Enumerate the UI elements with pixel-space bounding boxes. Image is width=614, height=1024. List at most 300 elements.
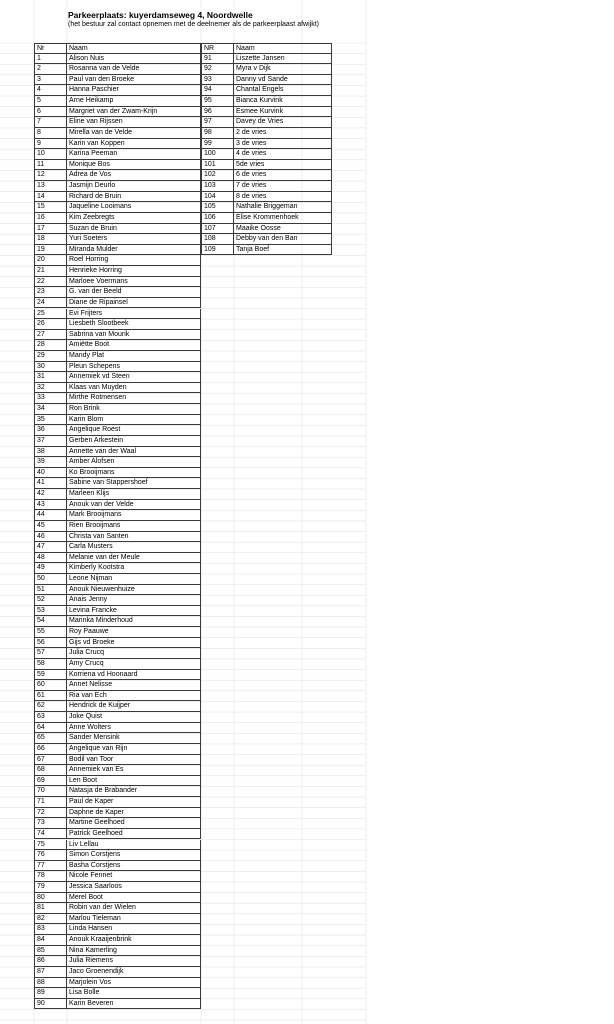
cell-number: 49 [34,563,67,574]
table-row [34,510,201,521]
table-row [34,415,201,426]
cell-number: 48 [34,553,67,564]
table-row [34,532,201,543]
cell-number: 94 [201,85,234,96]
cell-name: 7 de vries [234,181,332,192]
cell-name: Joke Quist [67,712,201,723]
cell-number: 100 [201,149,234,160]
table-row [34,447,201,458]
cell-number: 93 [201,75,234,86]
cell-name: Tanja Boef [234,245,332,256]
cell-number: 4 [34,85,67,96]
cell-name: Roel Horring [67,255,201,266]
participants-table-right [201,43,332,256]
table-row [201,202,332,213]
table-row [34,393,201,404]
table-row [34,202,201,213]
cell-number: 92 [201,64,234,75]
cell-name: Marloee Voermans [67,277,201,288]
cell-name: Sabrina van Mourik [67,330,201,341]
table-row [201,149,332,160]
table-row [34,765,201,776]
table-row [34,170,201,181]
cell-name: Maaike Oosse [234,224,332,235]
cell-number: 67 [34,755,67,766]
table-row [34,563,201,574]
cell-name: Amiëtte Boot [67,340,201,351]
cell-name: Robin van der Wielen [67,903,201,914]
cell-number: 42 [34,489,67,500]
table-row [34,638,201,649]
header-cell-number: NR [201,43,234,54]
cell-name: Mark Brooijmans [67,510,201,521]
cell-name: Len Boot [67,776,201,787]
cell-number: 33 [34,393,67,404]
header-cell-name: Naam [234,43,332,54]
table-row [34,160,201,171]
cell-number: 80 [34,893,67,904]
cell-number: 8 [34,128,67,139]
cell-number: 72 [34,808,67,819]
cell-number: 79 [34,882,67,893]
cell-name: 4 de vries [234,149,332,160]
table-row [201,107,332,118]
cell-name: Christa van Santen [67,532,201,543]
cell-number: 44 [34,510,67,521]
cell-name: Esmee Kurvink [234,107,332,118]
table-row [34,425,201,436]
cell-number: 106 [201,213,234,224]
cell-number: 10 [34,149,67,160]
cell-name: Liszette Jansen [234,54,332,65]
cell-name: 6 de vries [234,170,332,181]
cell-number: 7 [34,117,67,128]
cell-number: 26 [34,319,67,330]
table-row [201,160,332,171]
cell-number: 46 [34,532,67,543]
cell-name: Liesbeth Slootbeek [67,319,201,330]
table-row [201,245,332,256]
cell-name: Bianca Kurvink [234,96,332,107]
table-row [34,712,201,723]
cell-number: 82 [34,914,67,925]
cell-name: Gijs vd Broeke [67,638,201,649]
cell-number: 35 [34,415,67,426]
table-row [34,797,201,808]
cell-name: Anne Wolters [67,723,201,734]
table-row [34,829,201,840]
table-row [34,744,201,755]
cell-name: Monique Bos [67,160,201,171]
table-row [34,840,201,851]
cell-name: Miranda Mulder [67,245,201,256]
cell-name: Natasja de Brabander [67,786,201,797]
cell-name: Bodil van Toor [67,755,201,766]
table-row [34,999,201,1010]
table-row [34,107,201,118]
cell-number: 83 [34,924,67,935]
cell-name: Amber Alofsen [67,457,201,468]
cell-name: Anouk Nieuwenhuize [67,585,201,596]
table-row [34,224,201,235]
cell-number: 86 [34,956,67,967]
table-row [34,691,201,702]
cell-name: Annet Nelisse [67,680,201,691]
table-row [34,309,201,320]
cell-name: Anouk van der Velde [67,500,201,511]
table-row [34,893,201,904]
table-row [34,234,201,245]
table-row [34,489,201,500]
cell-name: Julia Riemens [67,956,201,967]
cell-name: Karin Beveren [67,999,201,1010]
cell-number: 96 [201,107,234,118]
table-row [34,468,201,479]
cell-number: 15 [34,202,67,213]
cell-name: Richard de Bruin [67,192,201,203]
cell-name: Melanie van der Meule [67,553,201,564]
cell-number: 41 [34,478,67,489]
cell-number: 21 [34,266,67,277]
cell-name: Karin van Koppen [67,139,201,150]
cell-name: Mirella van de Velde [67,128,201,139]
cell-number: 14 [34,192,67,203]
table-row [34,298,201,309]
cell-name: 5de vries [234,160,332,171]
cell-number: 52 [34,595,67,606]
table-row [34,287,201,298]
cell-name: Martine Geelhoed [67,818,201,829]
header-cell-number: Nr [34,43,67,54]
cell-number: 58 [34,659,67,670]
cell-name: Suzan de Bruin [67,224,201,235]
cell-number: 40 [34,468,67,479]
table-header-row [201,43,332,54]
table-row [34,139,201,150]
cell-number: 85 [34,946,67,957]
cell-name: Hanna Paschier [67,85,201,96]
table-row [34,128,201,139]
cell-number: 75 [34,840,67,851]
cell-number: 101 [201,160,234,171]
cell-name: G. van der Beeld [67,287,201,298]
cell-name: Paul van den Broeke [67,75,201,86]
table-row [201,64,332,75]
cell-number: 3 [34,75,67,86]
cell-number: 89 [34,988,67,999]
table-row [34,786,201,797]
cell-number: 2 [34,64,67,75]
cell-number: 104 [201,192,234,203]
table-row [34,585,201,596]
cell-name: Ria van Ech [67,691,201,702]
cell-number: 81 [34,903,67,914]
cell-number: 87 [34,967,67,978]
cell-number: 13 [34,181,67,192]
cell-name: 8 de vries [234,192,332,203]
cell-name: Julia Crucq [67,648,201,659]
cell-number: 54 [34,616,67,627]
table-row [34,723,201,734]
cell-name: Marlou Tieleman [67,914,201,925]
table-row [34,64,201,75]
table-row [34,255,201,266]
table-row [34,924,201,935]
cell-name: Linda Hansen [67,924,201,935]
cell-name: Ron Brink [67,404,201,415]
cell-number: 95 [201,96,234,107]
table-row [34,340,201,351]
cell-number: 74 [34,829,67,840]
cell-name: Kimberly Kootstra [67,563,201,574]
cell-name: Lisa Bolle [67,988,201,999]
cell-number: 66 [34,744,67,755]
cell-number: 11 [34,160,67,171]
cell-number: 34 [34,404,67,415]
table-row [34,542,201,553]
cell-number: 109 [201,245,234,256]
cell-name: Klaas van Muyden [67,383,201,394]
cell-number: 17 [34,224,67,235]
cell-number: 37 [34,436,67,447]
table-row [34,818,201,829]
cell-name: Liv Lellau [67,840,201,851]
cell-name: Patrick Geelhoed [67,829,201,840]
table-row [34,627,201,638]
table-row [34,277,201,288]
cell-name: Henrieke Horring [67,266,201,277]
cell-number: 62 [34,701,67,712]
cell-name: Yuri Soeters [67,234,201,245]
table-row [34,967,201,978]
cell-number: 20 [34,255,67,266]
table-row [34,383,201,394]
cell-number: 39 [34,457,67,468]
cell-name: Davey de Vries [234,117,332,128]
cell-number: 68 [34,765,67,776]
cell-number: 28 [34,340,67,351]
cell-number: 90 [34,999,67,1010]
table-row [34,808,201,819]
table-row [34,616,201,627]
cell-number: 64 [34,723,67,734]
cell-number: 77 [34,861,67,872]
table-row [34,861,201,872]
table-row [201,213,332,224]
cell-name: Anouk Kraaijenbrink [67,935,201,946]
cell-name: Carla Musters [67,542,201,553]
cell-name: Arne Heikamp [67,96,201,107]
cell-name: Mirthe Rotmensen [67,393,201,404]
cell-number: 59 [34,670,67,681]
table-row [34,648,201,659]
cell-name: Pleun Schepens [67,362,201,373]
cell-number: 98 [201,128,234,139]
table-row [34,266,201,277]
cell-name: Marjolein Vos [67,978,201,989]
cell-number: 84 [34,935,67,946]
table-row [34,978,201,989]
cell-name: Marleen Klijs [67,489,201,500]
header-cell-name: Naam [67,43,201,54]
table-row [34,903,201,914]
cell-name: Korriena vd Hoonaard [67,670,201,681]
table-row [34,553,201,564]
table-row [34,606,201,617]
table-row [201,181,332,192]
cell-name: Alison Nuis [67,54,201,65]
cell-number: 36 [34,425,67,436]
cell-number: 105 [201,202,234,213]
sheet-title: Parkeerplaats: kuyerdamseweg 4, Noordwelle [68,10,253,20]
table-row [34,96,201,107]
cell-number: 16 [34,213,67,224]
cell-number: 22 [34,277,67,288]
cell-name: Rien Brooijmans [67,521,201,532]
table-row [201,192,332,203]
table-row [34,319,201,330]
cell-name: Danny vd Sande [234,75,332,86]
cell-number: 43 [34,500,67,511]
table-row [34,75,201,86]
cell-name: Jasmijn Deurlo [67,181,201,192]
cell-number: 61 [34,691,67,702]
cell-name: Amy Crucq [67,659,201,670]
sheet-subtitle: (het bestuur zal contact opnemen met de deelnemer als de parkeerplaast afwijkt) [68,21,319,28]
cell-name: Hendrick de Kuijper [67,701,201,712]
cell-number: 23 [34,287,67,298]
table-header-row [34,43,201,54]
cell-number: 19 [34,245,67,256]
cell-name: Levina Francke [67,606,201,617]
cell-number: 78 [34,871,67,882]
cell-name: Karin Blom [67,415,201,426]
cell-name: Sabine van Stappershoef [67,478,201,489]
cell-name: Annemiek van Es [67,765,201,776]
table-row [34,330,201,341]
table-row [34,670,201,681]
cell-name: Jaco Groenendijk [67,967,201,978]
cell-name: Marinka Minderhoud [67,616,201,627]
cell-number: 63 [34,712,67,723]
table-row [201,128,332,139]
cell-number: 31 [34,372,67,383]
table-row [34,181,201,192]
cell-name: Angelique van Rijn [67,744,201,755]
cell-number: 71 [34,797,67,808]
cell-number: 73 [34,818,67,829]
cell-number: 9 [34,139,67,150]
cell-number: 30 [34,362,67,373]
cell-name: Annemiek vd Steen [67,372,201,383]
table-row [34,436,201,447]
cell-number: 29 [34,351,67,362]
cell-name: 2 de vries [234,128,332,139]
cell-name: Merel Boot [67,893,201,904]
cell-number: 56 [34,638,67,649]
table-row [34,988,201,999]
table-row [34,755,201,766]
table-row [34,946,201,957]
cell-name: Jaqueline Looimans [67,202,201,213]
cell-number: 65 [34,733,67,744]
cell-name: Ko Brooijmans [67,468,201,479]
table-row [34,595,201,606]
table-row [34,659,201,670]
cell-number: 91 [201,54,234,65]
cell-number: 69 [34,776,67,787]
table-row [201,234,332,245]
table-row [34,457,201,468]
table-row [201,75,332,86]
table-row [201,224,332,235]
table-row [34,362,201,373]
cell-name: Sander Mensink [67,733,201,744]
cell-number: 18 [34,234,67,245]
cell-name: Annette van der Waal [67,447,201,458]
cell-number: 50 [34,574,67,585]
cell-name: Gerben Arkestein [67,436,201,447]
cell-number: 102 [201,170,234,181]
table-row [34,701,201,712]
cell-number: 25 [34,309,67,320]
cell-name: 3 de vries [234,139,332,150]
table-row [201,139,332,150]
cell-number: 103 [201,181,234,192]
table-row [34,117,201,128]
cell-name: Elise Krommenhoek [234,213,332,224]
cell-number: 47 [34,542,67,553]
table-row [201,85,332,96]
table-row [34,372,201,383]
table-row [34,521,201,532]
cell-number: 97 [201,117,234,128]
cell-name: Margriet van der Zwam-Krijn [67,107,201,118]
table-row [34,850,201,861]
cell-name: Paul de Kaper [67,797,201,808]
cell-name: Karina Peeman [67,149,201,160]
cell-name: Evi Frijters [67,309,201,320]
cell-name: Kim Zeebregts [67,213,201,224]
participants-table-left [34,43,201,1010]
cell-name: Daphne de Kaper [67,808,201,819]
cell-name: Chantal Engels [234,85,332,96]
cell-number: 51 [34,585,67,596]
table-row [34,776,201,787]
cell-number: 5 [34,96,67,107]
table-row [201,54,332,65]
cell-name: Nathalie Briggeman [234,202,332,213]
cell-name: Myra v Dijk [234,64,332,75]
table-row [34,882,201,893]
table-row [34,500,201,511]
cell-number: 55 [34,627,67,638]
table-row [34,478,201,489]
cell-number: 12 [34,170,67,181]
cell-name: Mandy Plat [67,351,201,362]
cell-name: Anais Jenny [67,595,201,606]
cell-name: Adrea de Vos [67,170,201,181]
table-row [34,351,201,362]
table-row [34,85,201,96]
cell-name: Nicole Fennet [67,871,201,882]
cell-number: 27 [34,330,67,341]
cell-number: 108 [201,234,234,245]
table-row [34,871,201,882]
cell-number: 88 [34,978,67,989]
cell-name: Basha Corstjens [67,861,201,872]
table-row [34,245,201,256]
